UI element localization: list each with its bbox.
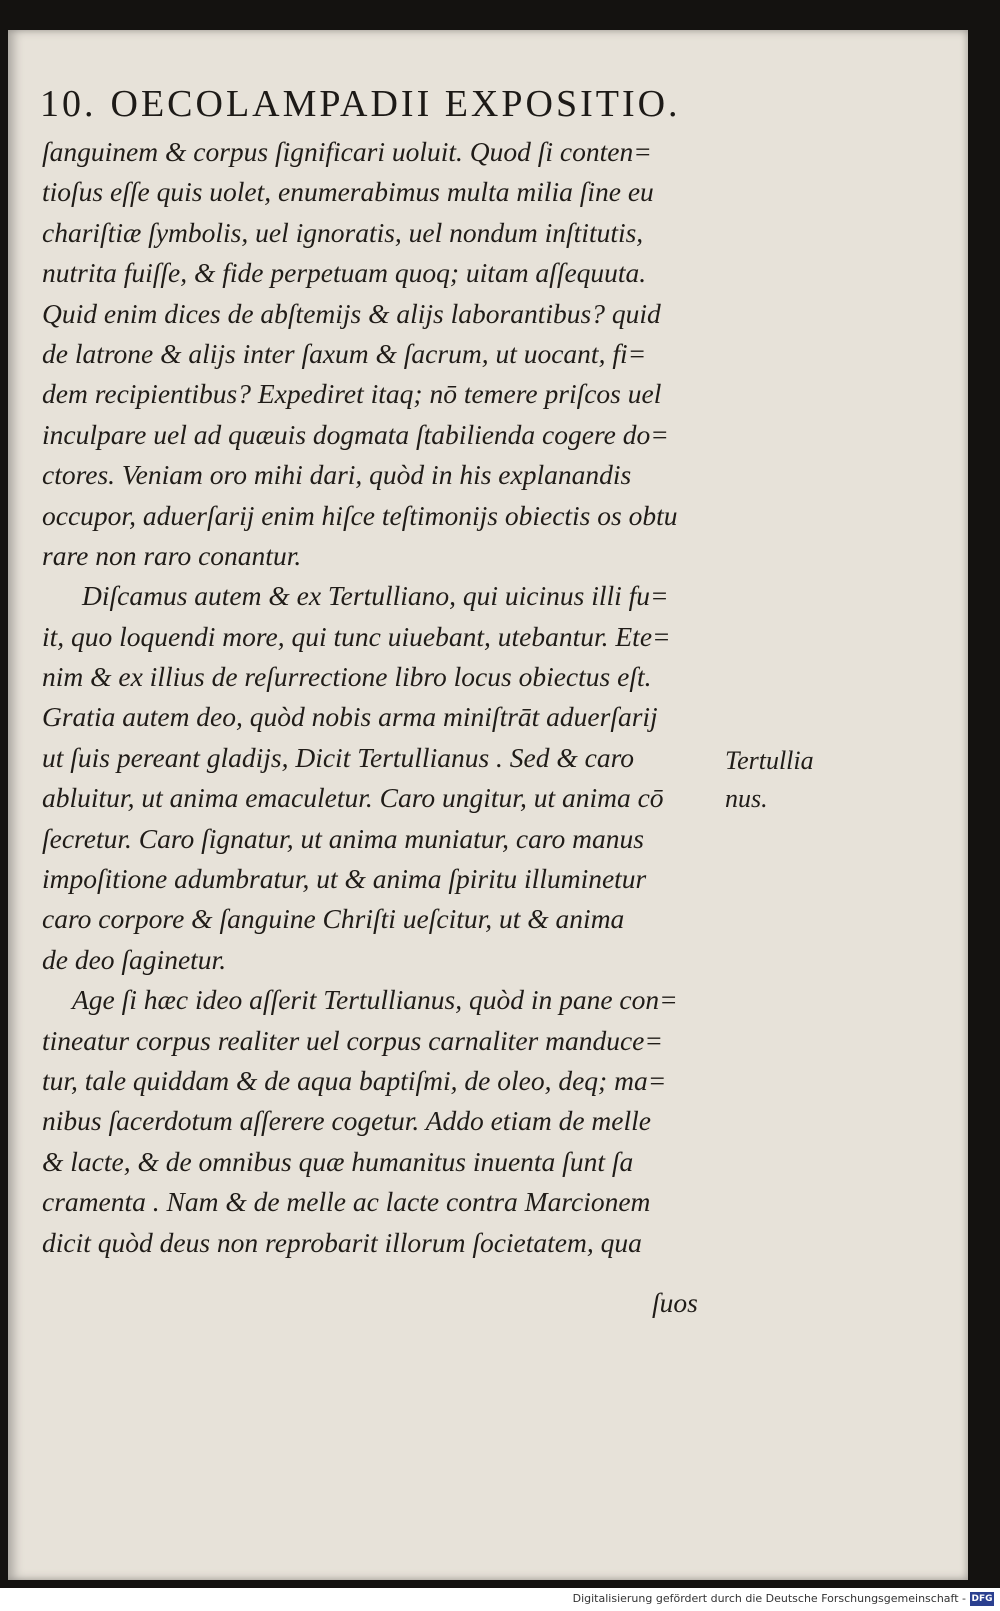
text-line: nim & ex illius de reſurrectione libro locus obiectus eſt. <box>42 661 652 693</box>
text-line: abluitur, ut anima emaculetur. Caro ungitur, ut anima cō <box>42 782 664 814</box>
running-head <box>40 82 681 126</box>
text-line: tineatur corpus realiter uel corpus carnaliter manduce= <box>42 1024 663 1056</box>
body-text <box>42 132 742 1263</box>
margin-note-line: Tertullia <box>725 746 814 775</box>
text-line: caro corpore & ſanguine Chriſti ueſcitur, ut & anima <box>42 903 625 935</box>
text-line: ſecretur. Caro ſignatur, ut anima muniatur, caro manus <box>42 822 644 854</box>
text-line: nibus ſacerdotum aſſerere cogetur. Addo etiam de melle <box>42 1105 651 1137</box>
text-line: & lacte, & de omnibus quæ humanitus inuenta ſunt ſa <box>42 1145 634 1177</box>
text-line: de deo ſaginetur. <box>42 943 227 975</box>
text-line: Gratia autem deo, quòd nobis arma miniſtrāt aduerſarij <box>42 701 658 733</box>
text-line-paragraph-start: Diſcamus autem & ex Tertulliano, qui uicinus illi fu= <box>82 580 669 612</box>
margin-note-line: nus. <box>725 784 768 813</box>
page-number: 10. <box>40 83 97 125</box>
text-line: ut ſuis pereant gladijs, Dicit Tertullianus . Sed & caro <box>42 741 635 773</box>
catchword: ſuos <box>652 1287 698 1318</box>
dfg-logo-icon: DFG <box>971 1594 993 1604</box>
text-line: tioſus eſſe quis uolet, enumerabimus multa milia ſine eu <box>42 176 654 208</box>
text-line: impoſitione adumbratur, ut & anima ſpiritu illuminetur <box>42 863 647 895</box>
text-line: it, quo loquendi more, qui tunc uiuebant, utebantur. Ete= <box>42 620 671 652</box>
text-line: nutrita fuiſſe, & fide perpetuam quoq; uitam aſſequuta. <box>42 257 647 289</box>
text-line: ctores. Veniam oro mihi dari, quòd in his explanandis <box>42 459 632 491</box>
text-line: rare non raro conantur. <box>42 539 302 571</box>
text-line: inculpare uel ad quæuis dogmata ſtabilienda cogere do= <box>42 418 669 450</box>
text-line: dem recipientibus? Expediret itaq; nō temere priſcos uel <box>42 378 662 410</box>
text-line: Quid enim dices de abſtemijs & alijs laborantibus? quid <box>42 297 661 329</box>
margin-note <box>725 742 814 818</box>
text-line: occupor, aduerſarij enim hiſce teſtimonijs obiectis os obtu <box>42 499 678 531</box>
text-line: dicit quòd deus non reprobarit illorum ſocietatem, qua <box>42 1226 642 1258</box>
footer <box>0 1588 1000 1611</box>
footer-credit: Digitalisierung gefördert durch die Deutsche Forschungsgemeinschaft - <box>572 1592 966 1605</box>
text-line: tur, tale quiddam & de aqua baptiſmi, de oleo, deq; ma= <box>42 1064 667 1096</box>
text-line-paragraph-start: Age ſi hæc ideo aſſerit Tertullianus, quòd in pane con= <box>72 984 678 1016</box>
running-title: OECOLAMPADII EXPOSITIO. <box>110 83 681 125</box>
text-line: de latrone & alijs inter ſaxum & ſacrum, ut uocant, fi= <box>42 337 647 369</box>
text-line: cramenta . Nam & de melle ac lacte contra Marcionem <box>42 1186 651 1218</box>
text-line: ſanguinem & corpus ſignificari uoluit. Quod ſi conten= <box>42 136 652 167</box>
text-line: chariſtiæ ſymbolis, uel ignoratis, uel nondum inſtitutis, <box>42 216 644 248</box>
